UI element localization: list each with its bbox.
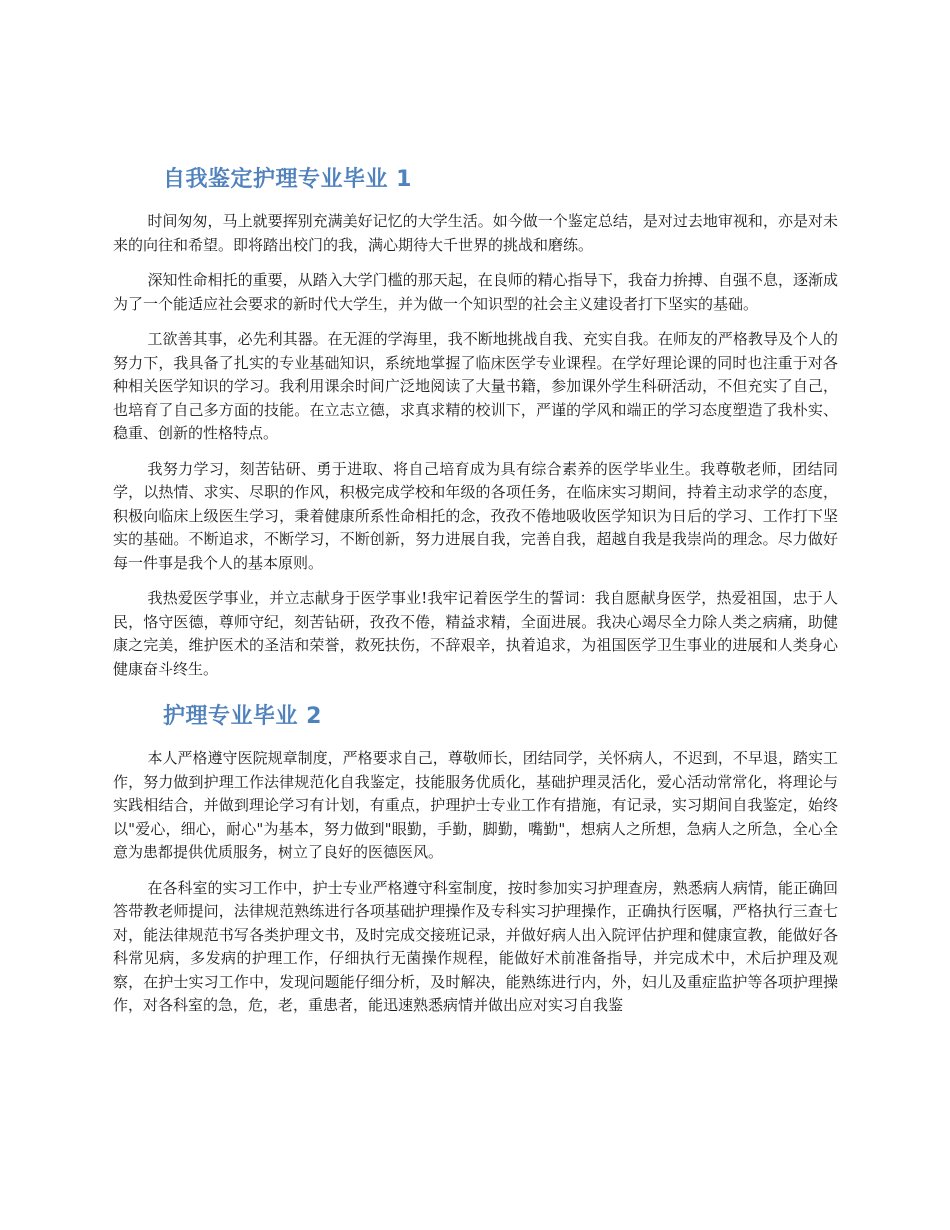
document-body: [113, 162, 838, 1030]
section-1-paragraph-3: 工欲善其事，必先利其器。在无涯的学海里，我不断地挑战自我、充实自我。在师友的严格教导及个人的努力下，我具备了扎实的专业基础知识，系统地掌握了临床医学专业课程。在学好理论课的同时也注重于对各种相关医学知识的学习。我利用课余时间广泛地阅读了大量书籍，参加课外学生科研活动，不但充实了自己，也培育了自己多方面的技能。在立志立德，求真求精的校训下，严谨的学风和端正的学习态度塑造了我朴实、稳重、创新的性格特点。: [113, 330, 838, 442]
section-1-paragraph-4: 我努力学习，刻苦钻研、勇于进取、将自己培育成为具有综合素养的医学毕业生。我尊敬老师，团结同学，以热情、求实、尽职的作风，积极完成学校和年级的各项任务，在临床实习期间，持着主动求学的态度，积极向临床上级医生学习，秉着健康所系性命相托的念，孜孜不倦地吸收医学知识为日后的学习、工作打下坚实的基础。不断追求，不断学习，不断创新，努力进展自我，完善自我，超越自我是我崇尚的理念。尽力做好每一件事是我个人的基本原则。: [113, 459, 838, 572]
section-2-paragraph-2: 在各科室的实习工作中，护士专业严格遵守科室制度，按时参加实习护理查房，熟悉病人病情，能正确回答带教老师提问，法律规范熟练进行各项基础护理操作及专科实习护理操作，正确执行医嘱，严格执行三查七对，能法律规范书写各类护理文书，及时完成交接班记录，并做好病人出入院评估护理和健康宣教，能做好各科常见病，多发病的护理工作，仔细执行无菌操作规程，能做好术前准备指导，并完成术中，术后护理及观察，在护士实习工作中，发现问题能仔细分析，及时解决，能熟练进行内，外，妇儿及重症监护等各项护理操作，对各科室的急，危，老，重患者，能迅速熟悉病情并做出应对实习自我鉴: [113, 878, 838, 1014]
section-1-title: 自我鉴定护理专业毕业 1: [163, 167, 412, 192]
section-1-paragraph-5: 我热爱医学事业，并立志献身于医学事业!我牢记着医学生的誓词：我自愿献身医学，热爱祖国，忠于人民，恪守医德，尊师守纪，刻苦钻研，孜孜不倦，精益求精，全面进展。我决心竭尽全力除人类之病痛，助健康之完美，维护医术的圣洁和荣誉，救死扶伤，不辞艰辛，执着追求，为祖国医学卫生事业的进展和人类身心健康奋斗终生。: [113, 589, 838, 678]
section-2-paragraph-1: 本人严格遵守医院规章制度，严格要求自己，尊敬师长，团结同学，关怀病人，不迟到，不早退，踏实工作，努力做到护理工作法律规范化自我鉴定，技能服务优质化，基础护理灵活化，爱心活动常常化，将理论与实践相结合，并做到理论学习有计划，有重点，护理护士专业工作有措施，有记录，实习期间自我鉴定，始终以"爱心，细心，耐心"为基本，努力做到"眼勤，手勤，脚勤，嘴勤"，想病人之所想，急病人之所急，全心全意为患都提供优质服务，树立了良好的医德医风。: [113, 749, 838, 861]
section-1-paragraph-1: 时间匆匆，马上就要挥别充满美好记忆的大学生活。如今做一个鉴定总结，是对过去地审视和，亦是对未来的向往和希望。即将踏出校门的我，满心期待大千世界的挑战和磨练。: [113, 212, 838, 254]
section-2-title: 护理专业毕业 2: [163, 704, 322, 729]
section-1-paragraph-2: 深知性命相托的重要，从踏入大学门槛的那天起，在良师的精心指导下，我奋力拚搏、自强不息，逐渐成为了一个能适应社会要求的新时代大学生，并为做一个知识型的社会主义建设者打下坚实的基础。: [113, 271, 838, 313]
